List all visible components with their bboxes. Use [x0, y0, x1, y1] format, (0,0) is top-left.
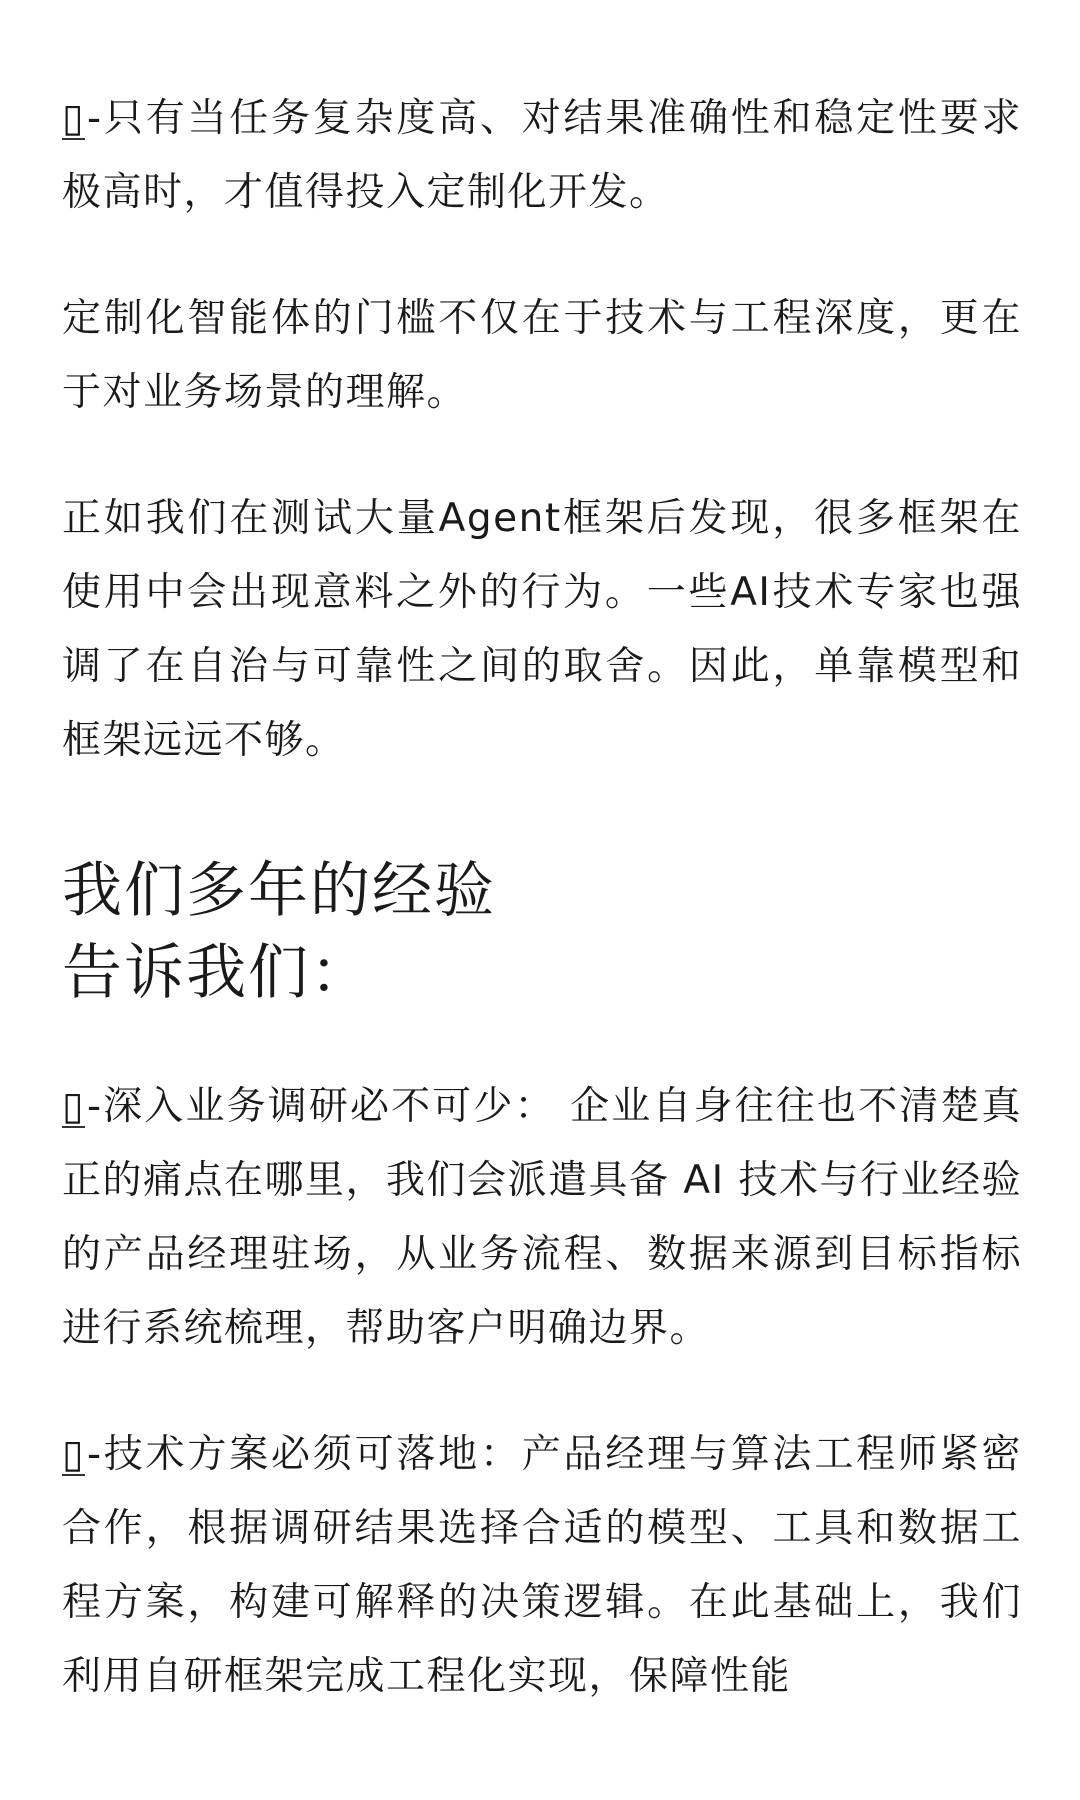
section-heading	[62, 850, 1022, 1014]
bullet-marker: ▯	[62, 1432, 85, 1477]
paragraph-text: -只有当任务复杂度高、对结果准确性和稳定性要求极高时，才值得投入定制化开发。	[62, 96, 1022, 215]
heading-line-1: 我们多年的经验	[62, 856, 496, 926]
bullet-marker: ▯	[62, 96, 85, 141]
paragraph-business-research	[62, 1070, 1022, 1366]
paragraph-custom-agent-threshold	[62, 282, 1022, 430]
paragraph-text: 正如我们在测试大量Agent框架后发现，很多框架在使用中会出现意料之外的行为。一些AI技术专家也强调了在自治与可靠性之间的取舍。因此，单靠模型和框架远远不够。	[62, 496, 1022, 763]
paragraph-text: -技术方案必须可落地：产品经理与算法工程师紧密合作，根据调研结果选择合适的模型、工具和数据工程方案，构建可解释的决策逻辑。在此基础上，我们利用自研框架完成工程化实现，保障性能	[62, 1432, 1022, 1699]
paragraph-text: 定制化智能体的门槛不仅在于技术与工程深度，更在于对业务场景的理解。	[62, 296, 1022, 415]
paragraph-text: -深入业务调研必不可少： 企业自身往往也不清楚真正的痛点在哪里，我们会派遣具备 AI 技术与行业经验的产品经理驻场，从业务流程、数据来源到目标指标进行系统梳理，帮助客户明确边界。	[62, 1084, 1022, 1351]
article-body	[62, 82, 1022, 1766]
paragraph-custom-dev-condition	[62, 82, 1022, 230]
heading-line-2: 告诉我们：	[62, 938, 372, 1008]
paragraph-technical-solution	[62, 1418, 1022, 1714]
bullet-marker: ▯	[62, 1084, 85, 1129]
paragraph-agent-frameworks	[62, 482, 1022, 778]
